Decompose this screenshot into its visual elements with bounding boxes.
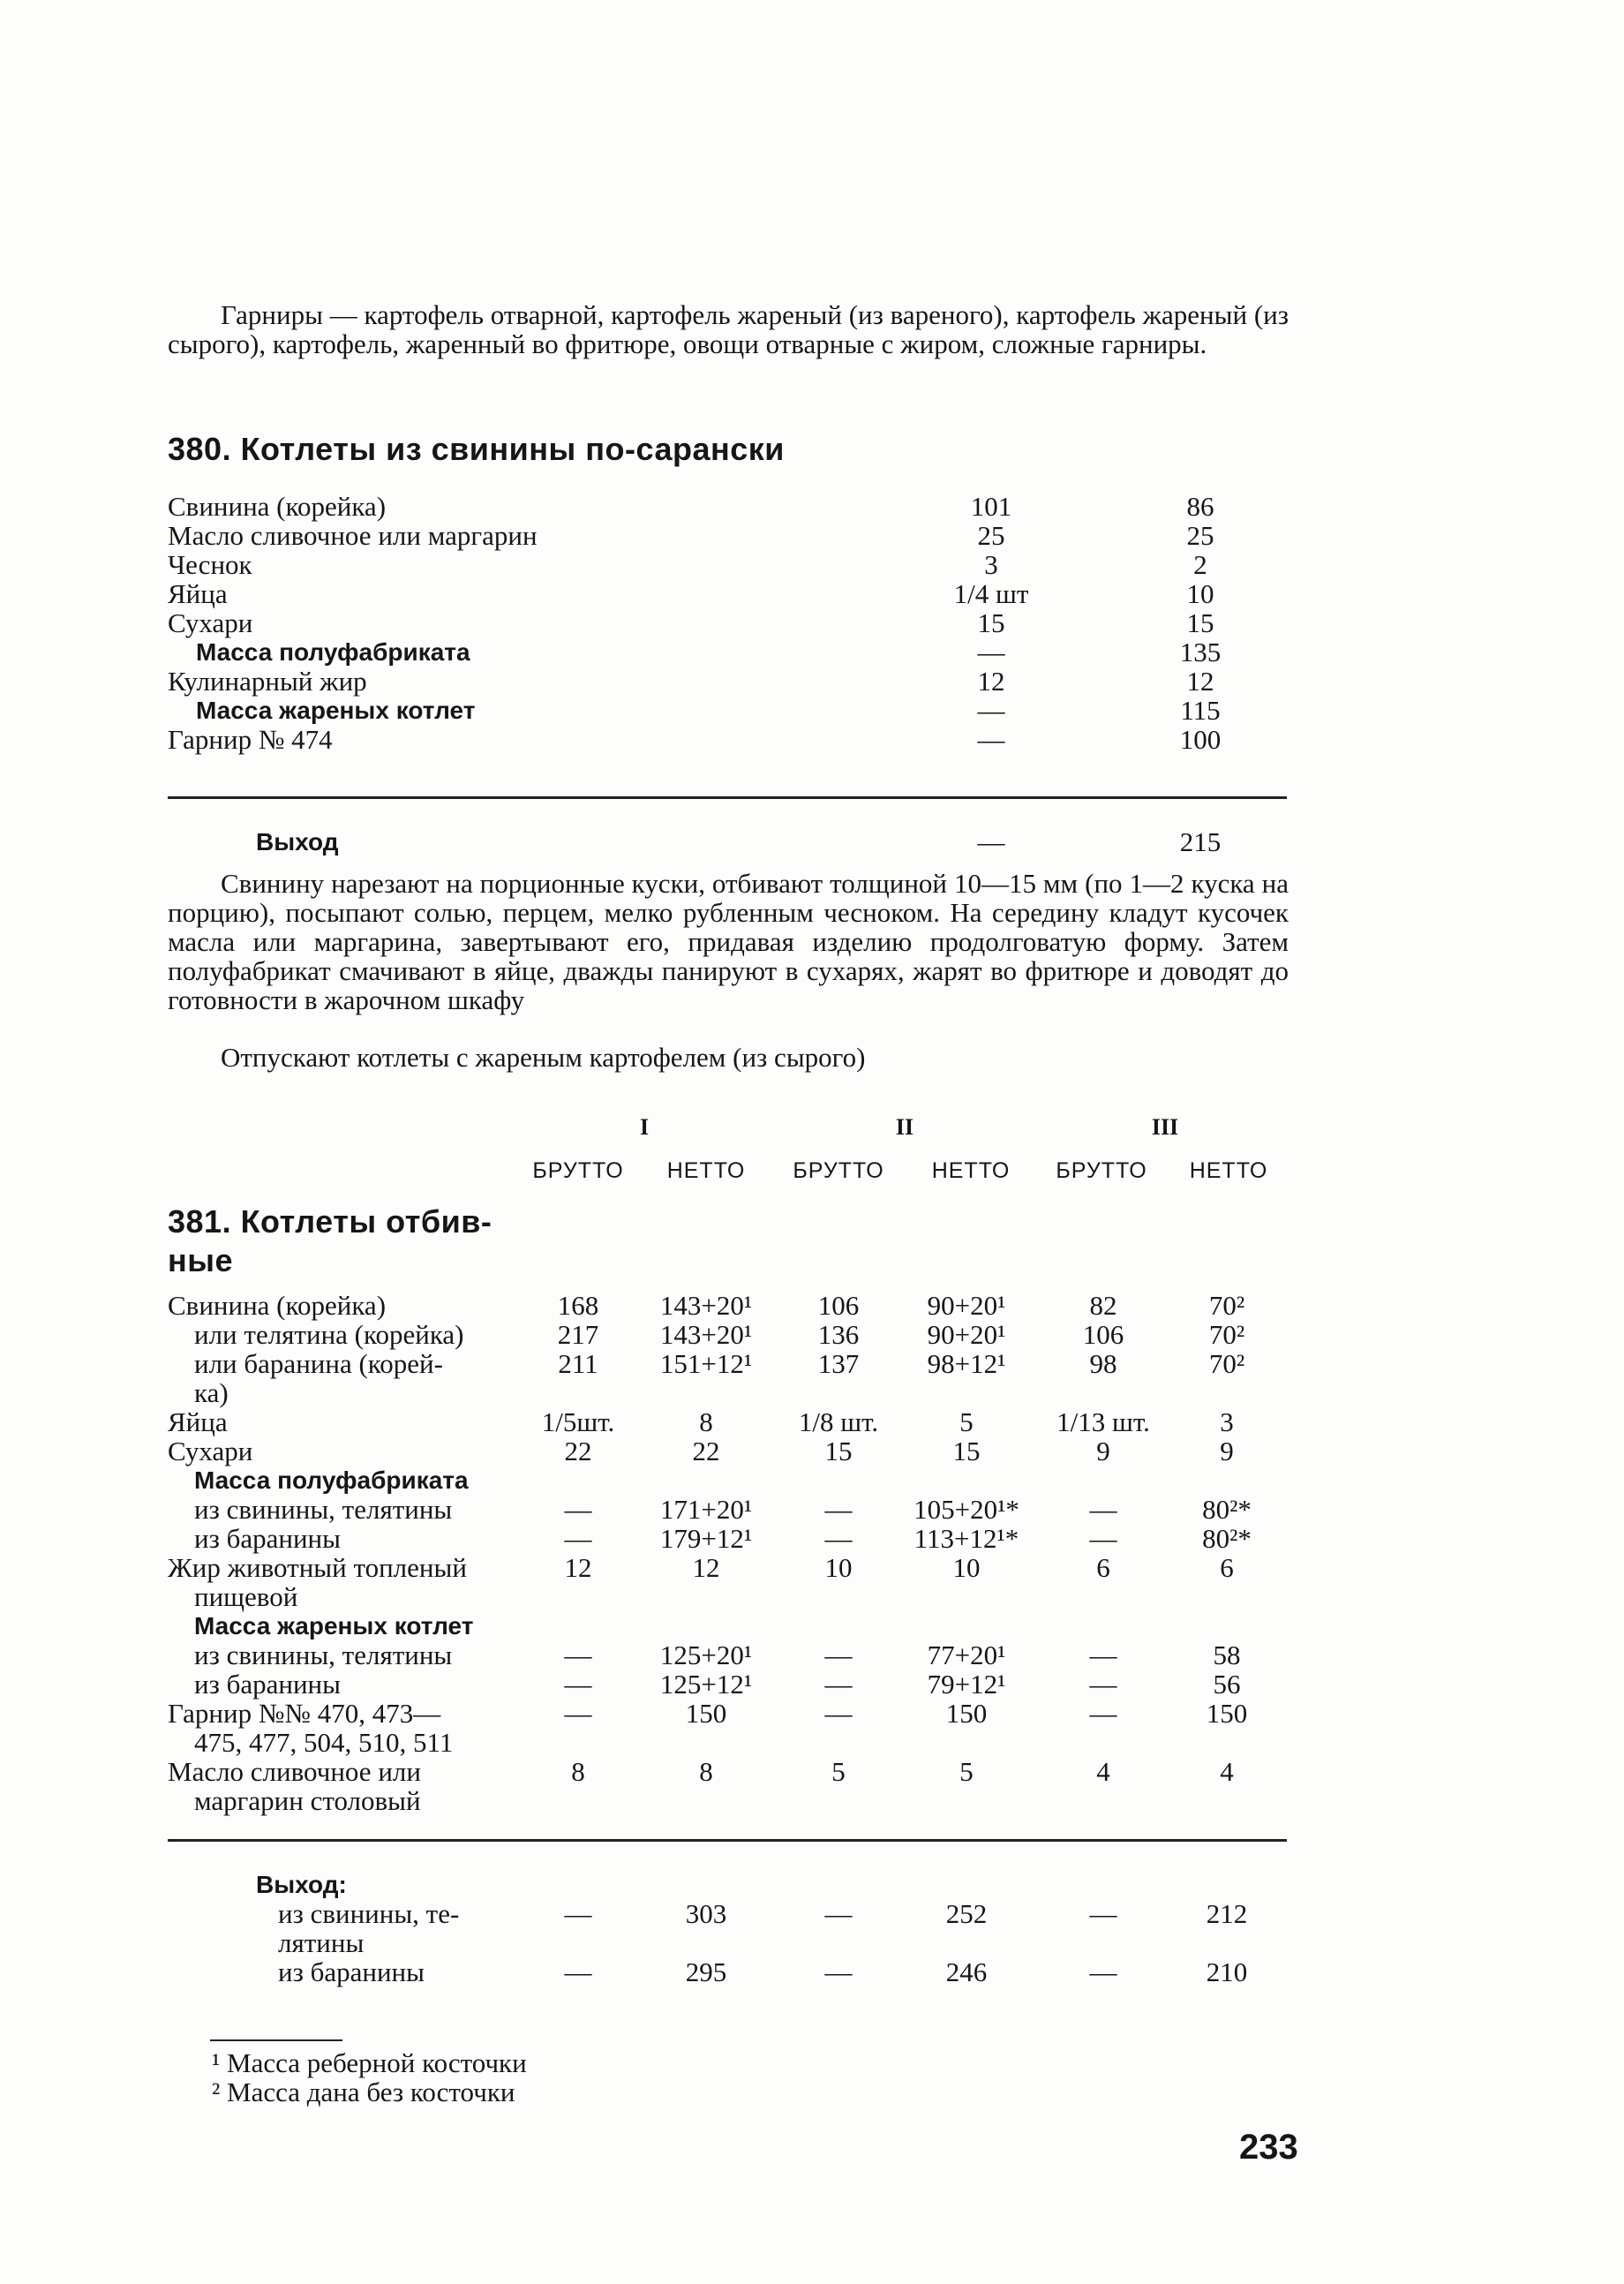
cell-value: 171+20¹ (659, 1494, 753, 1525)
brutto-value: — (977, 724, 1005, 755)
cell-value: 9 (1096, 1436, 1110, 1466)
cell-value: 10 (952, 1552, 981, 1583)
brutto-value: 15 (977, 607, 1005, 638)
cell-value: 10 (824, 1552, 853, 1583)
table-row (168, 1553, 1289, 1611)
table-row (168, 1495, 1289, 1524)
table-row (168, 667, 1289, 696)
footnote-1: ¹ Масса реберной косточки (212, 2047, 527, 2078)
table-row (168, 1899, 1289, 1957)
cell-value: — (1089, 1640, 1117, 1670)
cell-value: 246 (945, 1956, 988, 1987)
cell-value: 150 (945, 1698, 988, 1729)
cell-value: — (824, 1669, 853, 1700)
table-row (168, 1757, 1289, 1815)
ingredient-name: пищевой (194, 1581, 298, 1612)
table-row (168, 1320, 1289, 1349)
cell-value: 90+20¹ (927, 1290, 1006, 1321)
table-row (168, 1957, 1289, 1986)
recipe-380-yield-row (168, 827, 1289, 856)
ingredient-name: Масса полуфабриката (196, 638, 470, 666)
brutto-value: 1/4 шт (953, 578, 1029, 609)
cell-value: 15 (824, 1436, 853, 1466)
recipe-380-method (168, 869, 1289, 1014)
brutto-value: 25 (977, 520, 1005, 551)
cell-value: — (824, 1898, 853, 1929)
cell-value: 210 (1206, 1956, 1248, 1987)
cell-value: 79+12¹ (927, 1669, 1006, 1700)
cell-value: 105+20¹* (914, 1494, 1019, 1525)
ingredient-name: Масса жареных котлет (196, 697, 476, 724)
cell-value: 303 (685, 1898, 727, 1929)
table-rule (168, 796, 1287, 799)
cell-value: 3 (1220, 1406, 1234, 1437)
cell-value: 80²* (1202, 1494, 1252, 1525)
ingredient-name: Яйца (168, 1406, 228, 1437)
column-brutto-1: БРУТТО (532, 1158, 624, 1183)
cell-value: 1/13 шт. (1056, 1406, 1150, 1437)
cell-value: — (1089, 1698, 1117, 1729)
netto-value: 25 (1186, 520, 1214, 551)
cell-value: 143+20¹ (659, 1290, 753, 1321)
table-row (168, 1407, 1289, 1436)
brutto-value: — (977, 695, 1005, 726)
column-brutto-3: БРУТТО (1056, 1158, 1147, 1183)
cell-value: 212 (1206, 1898, 1248, 1929)
cell-value: 113+12¹* (914, 1523, 1019, 1554)
ingredient-name: Яйца (168, 578, 228, 609)
cell-value: 80²* (1202, 1523, 1252, 1554)
yield-name: из баранины (278, 1956, 425, 1987)
brutto-value: 12 (977, 666, 1005, 697)
yield-netto: 215 (1179, 826, 1222, 857)
table-row (168, 492, 1289, 521)
table-row (168, 550, 1289, 579)
cell-value: — (1089, 1956, 1117, 1987)
netto-value: 15 (1186, 607, 1214, 638)
cell-value: 12 (692, 1552, 720, 1583)
recipe-380-serving (168, 1043, 1289, 1072)
ingredient-name: Гарнир №№ 470, 473— (168, 1698, 441, 1729)
cell-value: — (1089, 1523, 1117, 1554)
intro-text: Гарниры — картофель отварной, картофель жареный (из вареного), картофель жареный (из сырого), картофель, жаренный во фритюре, овощи отварные с жиром, сложные гарниры. (168, 299, 1289, 359)
netto-value: 86 (1186, 491, 1214, 522)
table-row (168, 521, 1289, 550)
recipe-381-title (168, 1202, 492, 1280)
table-row (168, 579, 1289, 608)
cell-value: 90+20¹ (927, 1319, 1006, 1350)
table-row (168, 1524, 1289, 1553)
brutto-value: 101 (970, 491, 1012, 522)
cell-value: 4 (1220, 1756, 1234, 1787)
cell-value: 5 (959, 1406, 974, 1437)
ingredient-name: Сухари (168, 1436, 253, 1466)
cell-value: 56 (1213, 1669, 1241, 1700)
cell-value: — (1089, 1898, 1117, 1929)
cell-value: 125+20¹ (659, 1640, 753, 1670)
ingredient-name: из баранины (194, 1669, 341, 1700)
column-netto-1: НЕТТО (666, 1158, 746, 1183)
cell-value: 8 (571, 1756, 585, 1787)
cell-value: 150 (1206, 1698, 1248, 1729)
recipe-381-yield-label-row (168, 1870, 1289, 1899)
cell-value: 6 (1220, 1552, 1234, 1583)
cell-value: 9 (1220, 1436, 1234, 1466)
cell-value: — (824, 1956, 853, 1987)
table-row (168, 696, 1289, 725)
cell-value: 82 (1089, 1290, 1117, 1321)
ingredient-name: Масса полуфабриката (194, 1466, 469, 1494)
ingredient-name: 475, 477, 504, 510, 511 (194, 1727, 454, 1758)
table-row (168, 1611, 1289, 1640)
cell-value: 4 (1096, 1756, 1110, 1787)
ingredient-name: или телятина (корейка) (194, 1319, 464, 1350)
recipe-381-title-line2: ные (168, 1242, 234, 1278)
cell-value: 5 (959, 1756, 974, 1787)
cell-value: — (824, 1698, 853, 1729)
cell-value: — (564, 1698, 592, 1729)
ingredient-name: Свинина (корейка) (168, 1290, 387, 1321)
recipe-380-title: 380. Котлеты из свинины по-сарански (168, 431, 785, 467)
netto-value: 100 (1179, 724, 1222, 755)
ingredient-name: Гарнир № 474 (168, 724, 333, 755)
column-group-2: II (895, 1114, 914, 1140)
column-group-1: I (639, 1114, 650, 1140)
cell-value: 22 (564, 1436, 592, 1466)
brutto-value: 3 (984, 549, 998, 580)
table-row (168, 1640, 1289, 1670)
cell-value: — (564, 1640, 592, 1670)
cell-value: 106 (1082, 1319, 1124, 1350)
cell-value: — (564, 1523, 592, 1554)
cell-value: 143+20¹ (659, 1319, 753, 1350)
cell-value: 1/5шт. (541, 1406, 615, 1437)
cell-value: — (564, 1494, 592, 1525)
cell-value: 12 (564, 1552, 592, 1583)
cell-value: 77+20¹ (927, 1640, 1006, 1670)
netto-value: 2 (1193, 549, 1207, 580)
column-group-3: III (1151, 1114, 1179, 1140)
yield-brutto: — (977, 826, 1005, 857)
table-row (168, 637, 1289, 667)
cell-value: 8 (699, 1406, 713, 1437)
cell-value: 125+12¹ (659, 1669, 753, 1700)
ingredient-name: Свинина (корейка) (168, 491, 387, 522)
page-number: 233 (1239, 2128, 1298, 2167)
yield-name: лятины (278, 1927, 365, 1958)
serving-text: Отпускают котлеты с жареным картофелем (из сырого) (221, 1042, 866, 1073)
cell-value: — (824, 1640, 853, 1670)
recipe-381-title-line1: 381. Котлеты отбив- (168, 1203, 492, 1240)
column-netto-3: НЕТТО (1189, 1158, 1268, 1183)
cell-value: — (564, 1956, 592, 1987)
footnote-2: ² Масса дана без косточки (212, 2077, 515, 2107)
cell-value: 70² (1208, 1319, 1245, 1350)
cell-value: 22 (692, 1436, 720, 1466)
cell-value: 168 (557, 1290, 599, 1321)
netto-value: 12 (1186, 666, 1214, 697)
cell-value: 70² (1208, 1290, 1245, 1321)
cell-value: — (564, 1898, 592, 1929)
brutto-value: — (977, 637, 1005, 667)
cell-value: — (1089, 1494, 1117, 1525)
cell-value: 8 (699, 1756, 713, 1787)
table-row (168, 1349, 1289, 1407)
table-row (168, 1436, 1289, 1466)
intro-paragraph (168, 300, 1289, 358)
footnote-rule (210, 2039, 342, 2041)
yield-name: из свинины, те- (278, 1898, 460, 1929)
cell-value: 137 (817, 1348, 860, 1379)
cell-value: 58 (1213, 1640, 1241, 1670)
cell-value: — (1089, 1669, 1117, 1700)
ingredient-name: Масло сливочное или (168, 1756, 421, 1787)
cell-value: 151+12¹ (659, 1348, 753, 1379)
cell-value: 252 (945, 1898, 988, 1929)
column-netto-2: НЕТТО (931, 1158, 1011, 1183)
table-row (168, 1699, 1289, 1757)
cell-value: — (564, 1669, 592, 1700)
method-text: Свинину нарезают на порционные куски, отбивают толщиной 10—15 мм (по 1—2 куска на порцию), посыпают солью, перцем, мелко рубленным чесноком. На середину кладут кусочек масла или маргарина, завертывают его, придавая изделию продолговатую форму. Затем полуфабрикат смачивают в яйце, дважды панируют в сухарях, жарят во фритюре и доводят до готовности в жарочном шкафу (168, 868, 1289, 1015)
cell-value: 150 (685, 1698, 727, 1729)
ingredient-name: из свинины, телятины (194, 1494, 453, 1525)
ingredient-name: Сухари (168, 607, 253, 638)
netto-value: 115 (1180, 695, 1221, 726)
ingredient-name: или баранина (корей- (194, 1348, 443, 1379)
cell-value: 211 (558, 1348, 598, 1379)
cell-value: — (824, 1494, 853, 1525)
ingredient-name: из баранины (194, 1523, 341, 1554)
cell-value: — (824, 1523, 853, 1554)
column-brutto-2: БРУТТО (793, 1158, 884, 1183)
table-rule-381 (168, 1839, 1287, 1842)
ingredient-name: Масло сливочное или маргарин (168, 520, 538, 551)
cell-value: 98+12¹ (927, 1348, 1006, 1379)
netto-value: 10 (1186, 578, 1214, 609)
table-row (168, 608, 1289, 637)
cell-value: 179+12¹ (659, 1523, 753, 1554)
ingredient-name: из свинины, телятины (194, 1640, 453, 1670)
cell-value: 136 (817, 1319, 860, 1350)
ingredient-name: ка) (194, 1377, 229, 1408)
cell-value: 106 (817, 1290, 860, 1321)
ingredient-name: маргарин столовый (194, 1785, 421, 1816)
cell-value: 70² (1208, 1348, 1245, 1379)
cell-value: 15 (952, 1436, 981, 1466)
yield-label: Выход (256, 828, 339, 856)
ingredient-name: Масса жареных котлет (194, 1612, 474, 1640)
cell-value: 217 (557, 1319, 599, 1350)
cell-value: 5 (831, 1756, 846, 1787)
cell-value: 98 (1089, 1348, 1117, 1379)
ingredient-name: Кулинарный жир (168, 666, 367, 697)
ingredient-name: Жир животный топленый (168, 1552, 467, 1583)
cell-value: 6 (1096, 1552, 1110, 1583)
netto-value: 135 (1179, 637, 1222, 667)
table-row (168, 1670, 1289, 1699)
table-row (168, 1291, 1289, 1320)
table-row (168, 1466, 1289, 1495)
table-row (168, 725, 1289, 754)
yield-label-381: Выход: (256, 1871, 347, 1898)
ingredient-name: Чеснок (168, 549, 252, 580)
cell-value: 295 (685, 1956, 727, 1987)
cell-value: 1/8 шт. (798, 1406, 879, 1437)
